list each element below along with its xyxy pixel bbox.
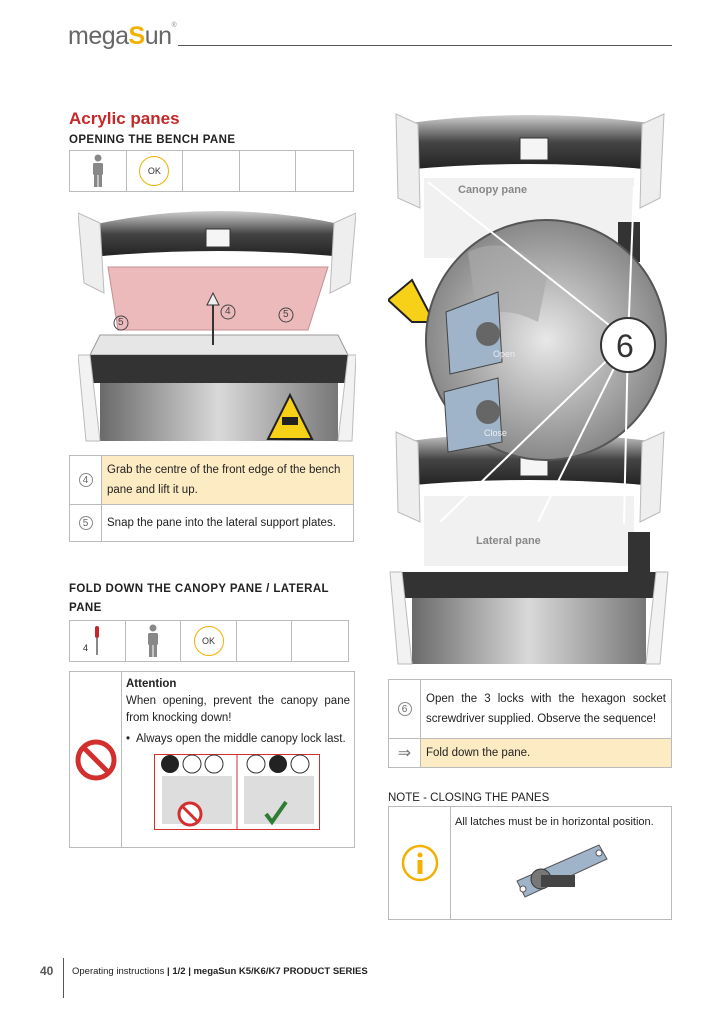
step-text: Fold down the pane. bbox=[421, 739, 671, 767]
figure-label-5-right: 5 bbox=[283, 309, 289, 320]
step-number: 6 bbox=[398, 702, 412, 716]
person-icon bbox=[145, 624, 161, 658]
latch-illustration bbox=[511, 837, 611, 909]
footer-text bbox=[72, 966, 368, 977]
attention-bullet: • Always open the middle canopy lock last. bbox=[126, 731, 350, 748]
note-text: All latches must be in horizontal position. bbox=[455, 816, 654, 828]
bench-steps-table bbox=[69, 455, 354, 542]
brand-logo bbox=[68, 22, 176, 51]
tool-size-label: 4 bbox=[83, 643, 89, 653]
attention-body: When opening, prevent the canopy pane from knocking down! bbox=[126, 695, 350, 724]
close-label: Close bbox=[484, 428, 508, 438]
empty-cell bbox=[296, 151, 353, 191]
empty-cell bbox=[292, 621, 348, 661]
person-icon bbox=[90, 154, 106, 188]
canopy-subhead-line1: FOLD DOWN THE CANOPY PANE / LATERAL bbox=[69, 583, 329, 595]
ok-cell bbox=[127, 151, 184, 191]
canopy-pane-figure bbox=[388, 112, 674, 672]
info-icon bbox=[401, 844, 439, 882]
step-row bbox=[70, 505, 353, 541]
footer-text-plain: Operating instructions bbox=[72, 966, 168, 977]
attention-title: Attention bbox=[126, 678, 177, 690]
logo-accent: S bbox=[128, 22, 145, 50]
canopy-steps-table bbox=[388, 679, 672, 768]
logo-suffix: un bbox=[144, 22, 172, 50]
bench-requirements-strip bbox=[69, 150, 354, 192]
sunbed-canopy-illustration bbox=[388, 112, 674, 672]
note-title: NOTE - CLOSING THE PANES bbox=[388, 792, 550, 804]
canopy-pane-label: Canopy pane bbox=[458, 184, 528, 196]
prohibition-cell bbox=[70, 672, 122, 847]
empty-cell bbox=[183, 151, 240, 191]
step-row bbox=[389, 739, 671, 767]
footer-text-bold: | 1/2 | megaSun K5/K6/K7 PRODUCT SERIES bbox=[167, 966, 368, 977]
bench-pane-figure bbox=[78, 205, 356, 445]
step-number: 5 bbox=[79, 516, 93, 530]
step-text: Grab the centre of the front edge of the bench pane and lift it up. bbox=[102, 456, 353, 504]
step-6-badge: 6 bbox=[616, 328, 634, 364]
canopy-subhead bbox=[69, 580, 329, 618]
page-number: 40 bbox=[40, 964, 54, 978]
screwdriver-cell bbox=[70, 621, 126, 661]
empty-cell bbox=[237, 621, 293, 661]
lateral-pane-label: Lateral pane bbox=[476, 535, 541, 547]
attention-box bbox=[69, 671, 355, 848]
canopy-subhead-line2: PANE bbox=[69, 602, 102, 614]
arrow-icon: ⇒ bbox=[389, 739, 421, 767]
note-content bbox=[451, 807, 671, 919]
header-rule bbox=[178, 45, 672, 46]
open-label: Open bbox=[493, 349, 516, 359]
prohibition-icon bbox=[74, 738, 118, 782]
step-row bbox=[70, 456, 353, 505]
figure-label-4: 4 bbox=[225, 306, 231, 317]
logo-prefix: mega bbox=[68, 22, 129, 50]
ok-cell bbox=[181, 621, 237, 661]
person-cell bbox=[126, 621, 182, 661]
ok-icon: OK bbox=[194, 626, 224, 656]
step-row bbox=[389, 680, 671, 739]
step-text: Open the 3 locks with the hexagon socket screwdriver supplied. Observe the sequence! bbox=[426, 693, 666, 725]
attention-bullet-text: Always open the middle canopy lock last. bbox=[136, 733, 346, 745]
ok-icon: OK bbox=[139, 156, 169, 186]
bench-subhead: OPENING THE BENCH PANE bbox=[69, 134, 236, 146]
canopy-requirements-strip bbox=[69, 620, 349, 662]
footer-divider bbox=[63, 958, 64, 998]
logo-registered-mark: ® bbox=[171, 22, 177, 29]
note-box bbox=[388, 806, 672, 920]
section-title: Acrylic panes bbox=[69, 109, 180, 128]
attention-content bbox=[122, 672, 354, 847]
empty-cell bbox=[240, 151, 297, 191]
info-cell bbox=[389, 807, 451, 919]
person-cell bbox=[70, 151, 127, 191]
lock-sequence-illustration bbox=[154, 754, 320, 830]
screwdriver-icon bbox=[92, 626, 102, 656]
step-text: Snap the pane into the lateral support plates. bbox=[107, 517, 336, 529]
step-number: 4 bbox=[79, 473, 93, 487]
figure-label-5-left: 5 bbox=[118, 317, 124, 328]
